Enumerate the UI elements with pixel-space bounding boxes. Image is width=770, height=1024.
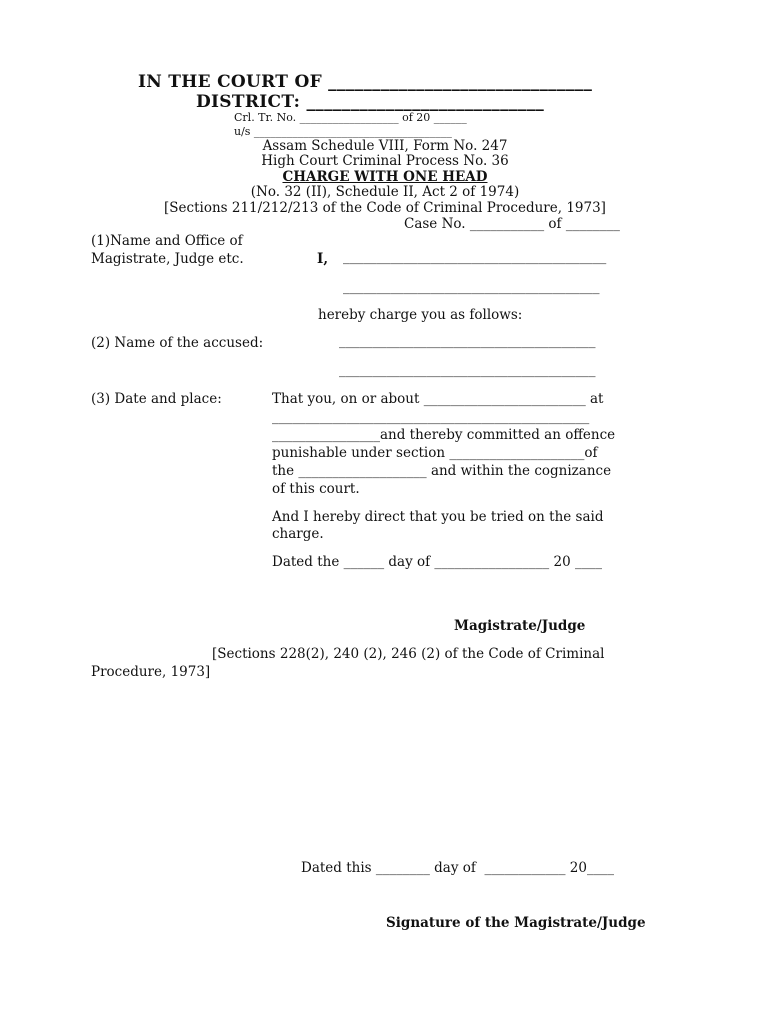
direct-line-2: charge. bbox=[272, 526, 324, 542]
charge-line-4: punishable under section ____________________of bbox=[272, 445, 598, 461]
district-heading: DISTRICT: ___________________________ bbox=[196, 92, 545, 112]
accused-name-field-1[interactable]: ______________________________________ bbox=[339, 333, 596, 349]
item1-label-line1: (1)Name and Office of bbox=[91, 233, 243, 249]
magistrate-judge-signature: Magistrate/Judge bbox=[454, 618, 586, 634]
accused-name-field-2[interactable]: ______________________________________ bbox=[339, 362, 596, 378]
sections2-line-2: Procedure, 1973] bbox=[91, 664, 211, 680]
dated-line: Dated the ______ day of _________________ 20 ____ bbox=[272, 554, 602, 570]
charge-line-1: That you, on or about ________________________ at bbox=[272, 391, 604, 407]
item1-i-label: I, bbox=[317, 251, 329, 267]
charge-text: hereby charge you as follows: bbox=[318, 307, 523, 323]
magistrate-office-field[interactable]: ______________________________________ bbox=[343, 279, 600, 295]
case-number: Case No. ___________ of ________ bbox=[404, 216, 620, 232]
under-section: u/s ____________________________________ bbox=[234, 125, 452, 138]
process-line: High Court Criminal Process No. 36 bbox=[261, 153, 509, 169]
charge-line-3: ________________and thereby committed an offence bbox=[272, 427, 616, 443]
item1-label-line2: Magistrate, Judge etc. bbox=[91, 251, 244, 267]
charge-line-5: the ___________________ and within the cognizance bbox=[272, 463, 612, 479]
document-title: CHARGE WITH ONE HEAD bbox=[282, 169, 488, 185]
magistrate-name-field[interactable]: _______________________________________ bbox=[343, 249, 607, 265]
sections-line: [Sections 211/212/213 of the Code of Criminal Procedure, 1973] bbox=[164, 200, 606, 216]
item3-label: (3) Date and place: bbox=[91, 391, 222, 407]
charge-line-6: of this court. bbox=[272, 481, 360, 497]
sections2-line-1: [Sections 228(2), 240 (2), 246 (2) of the Code of Criminal bbox=[212, 646, 605, 662]
act-line: (No. 32 (II), Schedule II, Act 2 of 1974) bbox=[250, 184, 520, 200]
court-heading: IN THE COURT OF ______________________________ bbox=[138, 72, 593, 92]
schedule-line: Assam Schedule VIII, Form No. 247 bbox=[262, 138, 508, 154]
charge-line-2: _______________________________________________ bbox=[272, 409, 590, 425]
signature-of-magistrate: Signature of the Magistrate/Judge bbox=[386, 915, 646, 931]
dated-this-line: Dated this ________ day of ____________ 20____ bbox=[301, 860, 614, 876]
criminal-trial-number: Crl. Tr. No. __________________ of 20 ______ bbox=[234, 111, 467, 124]
direct-line-1: And I hereby direct that you be tried on the said bbox=[272, 509, 604, 525]
item2-label: (2) Name of the accused: bbox=[91, 335, 264, 351]
